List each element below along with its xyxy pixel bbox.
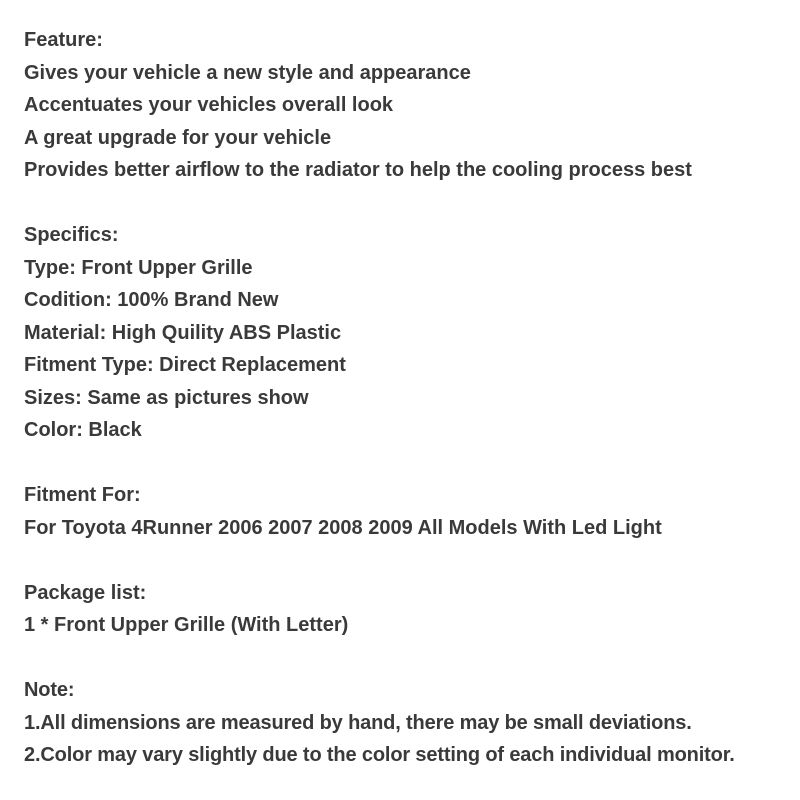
note-item: 1.All dimensions are measured by hand, there may be small deviations. <box>24 711 692 734</box>
feature-line: Gives your vehicle a new style and appearance <box>24 61 471 84</box>
spec-type: Type: Front Upper Grille <box>24 256 253 279</box>
fitment-section <box>24 479 794 544</box>
fitment-heading: Fitment For: <box>24 484 141 506</box>
feature-line: Accentuates your vehicles overall look <box>24 94 394 116</box>
package-heading: Package list: <box>24 581 147 604</box>
spec-sizes: Sizes: Same as pictures show <box>24 386 309 409</box>
note-section <box>24 674 794 772</box>
note-item: 2.Color may vary slightly due to the color setting of each individual monitor. <box>24 744 735 766</box>
feature-heading: Feature: <box>24 29 103 51</box>
feature-line: A great upgrade for your vehicle <box>24 126 332 149</box>
spec-fitment-type: Fitment Type: Direct Replacement <box>24 354 346 376</box>
specifics-section <box>24 219 794 447</box>
package-item: 1 * Front Upper Grille (With Letter) <box>24 614 349 636</box>
spec-condition: Codition: 100% Brand New <box>24 289 279 311</box>
feature-section <box>24 24 794 187</box>
package-section <box>24 577 794 642</box>
spec-material: Material: High Quility ABS Plastic <box>24 321 342 344</box>
note-heading: Note: <box>24 679 75 701</box>
spec-color: Color: Black <box>24 419 142 441</box>
fitment-vehicle: For Toyota 4Runner 2006 2007 2008 2009 All Models With Led Light <box>24 516 662 539</box>
product-description <box>24 24 794 772</box>
specifics-heading: Specifics: <box>24 224 119 246</box>
feature-line: Provides better airflow to the radiator to help the cooling process best <box>24 159 692 181</box>
